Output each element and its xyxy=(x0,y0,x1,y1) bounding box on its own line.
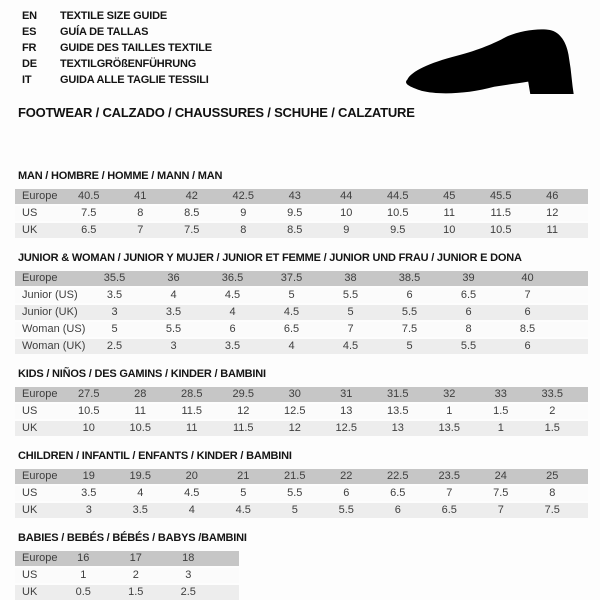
size-value: 9 xyxy=(218,206,270,223)
size-table xyxy=(15,271,588,356)
pad-cell xyxy=(557,339,588,356)
row-label: Europe xyxy=(15,271,85,288)
size-value: 3.5 xyxy=(63,486,115,503)
size-value: 32 xyxy=(424,387,476,404)
tbody xyxy=(15,551,239,600)
size-value: 12.5 xyxy=(321,421,373,438)
size-value: 10.5 xyxy=(475,223,527,240)
row-label: Woman (UK) xyxy=(15,339,85,356)
size-value: 11 xyxy=(527,223,579,240)
size-value: 8 xyxy=(115,206,167,223)
size-value: 18 xyxy=(162,551,215,568)
size-value: 5 xyxy=(262,288,321,305)
size-value: 9 xyxy=(321,223,373,240)
size-value: 43 xyxy=(269,189,321,206)
size-value: 5 xyxy=(321,305,380,322)
row-label: US xyxy=(15,404,63,421)
size-value: 12.5 xyxy=(269,404,321,421)
row-label: Europe xyxy=(15,469,63,486)
size-value: 3 xyxy=(162,568,215,585)
size-value: 3.5 xyxy=(85,288,144,305)
row-label: Junior (US) xyxy=(15,288,85,305)
row-label: UK xyxy=(15,503,63,520)
size-value: 11.5 xyxy=(166,404,218,421)
size-value: 37.5 xyxy=(262,271,321,288)
size-value: 16 xyxy=(57,551,110,568)
size-value: 44 xyxy=(321,189,373,206)
size-value: 22 xyxy=(321,469,373,486)
size-value: 7.5 xyxy=(475,486,527,503)
row-label: Woman (US) xyxy=(15,322,85,339)
size-table-title: MAN / HOMBRE / HOMME / MANN / MAN xyxy=(18,170,223,182)
language-code: EN xyxy=(22,10,37,22)
pad-cell xyxy=(215,585,239,600)
size-value: 5.5 xyxy=(321,288,380,305)
size-value: 10.5 xyxy=(372,206,424,223)
size-value: 4 xyxy=(115,486,167,503)
size-value: 38 xyxy=(321,271,380,288)
size-value: 3 xyxy=(144,339,203,356)
row-label: Europe xyxy=(15,387,63,404)
pad-cell xyxy=(557,322,588,339)
table-row xyxy=(15,288,588,305)
size-value: 6.5 xyxy=(63,223,115,240)
table-row xyxy=(15,387,588,404)
size-table-title: JUNIOR & WOMAN / JUNIOR Y MUJER / JUNIOR ET FEMME / JUNIOR UND FRAU / JUNIOR E DONA xyxy=(18,252,522,264)
pad-cell xyxy=(578,469,588,486)
size-value: 33 xyxy=(475,387,527,404)
size-value: 17 xyxy=(110,551,163,568)
size-value: 40.5 xyxy=(63,189,115,206)
row-label: Junior (UK) xyxy=(15,305,85,322)
row-label: UK xyxy=(15,421,63,438)
pad-cell xyxy=(215,551,239,568)
size-value: 3.5 xyxy=(203,339,262,356)
row-label: US xyxy=(15,568,57,585)
size-value: 4.5 xyxy=(166,486,218,503)
size-value: 8 xyxy=(527,486,579,503)
size-value: 1.5 xyxy=(475,404,527,421)
row-label: UK xyxy=(15,223,63,240)
pad-cell xyxy=(557,288,588,305)
size-value: 22.5 xyxy=(372,469,424,486)
size-value: 12 xyxy=(269,421,321,438)
size-value: 21 xyxy=(218,469,270,486)
size-value: 24 xyxy=(475,469,527,486)
size-value: 13.5 xyxy=(424,421,476,438)
pad-cell xyxy=(578,387,588,404)
row-label: Europe xyxy=(15,189,63,206)
row-label: Europe xyxy=(15,551,57,568)
size-value: 13.5 xyxy=(372,404,424,421)
table-row xyxy=(15,223,588,240)
table-row xyxy=(15,503,588,520)
size-value: 12 xyxy=(527,206,579,223)
size-value: 7 xyxy=(115,223,167,240)
size-value: 9.5 xyxy=(372,223,424,240)
size-table-section xyxy=(15,532,590,600)
table-row xyxy=(15,404,588,421)
size-value: 30 xyxy=(269,387,321,404)
size-value: 36.5 xyxy=(203,271,262,288)
size-value: 19 xyxy=(63,469,115,486)
tbody xyxy=(15,271,588,356)
size-value: 1 xyxy=(57,568,110,585)
size-value: 6 xyxy=(380,288,439,305)
size-value: 4 xyxy=(203,305,262,322)
row-label: US xyxy=(15,206,63,223)
size-value: 28.5 xyxy=(166,387,218,404)
table-row xyxy=(15,206,588,223)
size-value: 45.5 xyxy=(475,189,527,206)
size-value: 5 xyxy=(85,322,144,339)
size-value: 11 xyxy=(424,206,476,223)
language-row xyxy=(22,40,212,56)
size-value: 5 xyxy=(269,503,321,520)
size-value: 27.5 xyxy=(63,387,115,404)
table-row xyxy=(15,339,588,356)
language-code: IT xyxy=(22,74,32,86)
size-value: 40 xyxy=(498,271,557,288)
size-value: 5.5 xyxy=(269,486,321,503)
row-label: UK xyxy=(15,585,57,600)
size-value: 6.5 xyxy=(262,322,321,339)
size-value: 4 xyxy=(144,288,203,305)
size-value: 3.5 xyxy=(144,305,203,322)
size-value: 6 xyxy=(498,339,557,356)
pad-cell xyxy=(578,503,588,520)
size-value: 9.5 xyxy=(269,206,321,223)
size-value: 8 xyxy=(439,322,498,339)
size-value: 7.5 xyxy=(527,503,579,520)
size-value: 0.5 xyxy=(57,585,110,600)
size-value: 3.5 xyxy=(115,503,167,520)
size-value: 11.5 xyxy=(218,421,270,438)
size-value: 41 xyxy=(115,189,167,206)
size-value: 13 xyxy=(321,404,373,421)
size-value: 6.5 xyxy=(424,503,476,520)
pad-cell xyxy=(215,568,239,585)
size-value: 46 xyxy=(527,189,579,206)
size-table-section xyxy=(15,450,590,520)
size-value: 11 xyxy=(115,404,167,421)
size-value: 7 xyxy=(424,486,476,503)
language-row xyxy=(22,56,212,72)
size-value: 5 xyxy=(380,339,439,356)
tbody xyxy=(15,387,588,438)
size-value: 42.5 xyxy=(218,189,270,206)
size-value: 10 xyxy=(321,206,373,223)
size-value: 3 xyxy=(85,305,144,322)
size-value: 1 xyxy=(475,421,527,438)
language-label: GUIDE DES TAILLES TEXTILE xyxy=(60,42,212,54)
size-value: 42 xyxy=(166,189,218,206)
tbody xyxy=(15,189,588,240)
size-value: 28 xyxy=(115,387,167,404)
table-row xyxy=(15,189,588,206)
size-value: 8.5 xyxy=(498,322,557,339)
size-value: 4.5 xyxy=(218,503,270,520)
language-row xyxy=(22,24,212,40)
language-label: TEXTILGRÖßENFÜHRUNG xyxy=(60,58,197,70)
pad-cell xyxy=(578,486,588,503)
size-table-section xyxy=(15,368,590,438)
size-table-title: CHILDREN / INFANTIL / ENFANTS / KINDER / BAMBINI xyxy=(18,450,292,462)
language-code: ES xyxy=(22,26,37,38)
pad-cell xyxy=(578,189,588,206)
size-value: 8.5 xyxy=(269,223,321,240)
size-value: 5.5 xyxy=(321,503,373,520)
size-value: 1 xyxy=(424,404,476,421)
category-title: FOOTWEAR / CALZADO / CHAUSSURES / SCHUHE / CALZATURE xyxy=(18,105,415,120)
table-row xyxy=(15,421,588,438)
size-value: 5.5 xyxy=(144,322,203,339)
shoe-icon xyxy=(398,22,584,102)
table-row xyxy=(15,305,588,322)
size-value: 5.5 xyxy=(380,305,439,322)
size-value: 7 xyxy=(498,288,557,305)
size-value: 11.5 xyxy=(475,206,527,223)
size-value: 39 xyxy=(439,271,498,288)
size-value: 2 xyxy=(110,568,163,585)
size-tables xyxy=(15,170,590,600)
size-value: 8 xyxy=(218,223,270,240)
size-value: 5.5 xyxy=(439,339,498,356)
language-code: DE xyxy=(22,58,37,70)
language-row xyxy=(22,8,212,24)
size-value: 2 xyxy=(527,404,579,421)
table-row xyxy=(15,271,588,288)
row-label: US xyxy=(15,486,63,503)
size-value: 1.5 xyxy=(110,585,163,600)
size-value: 4.5 xyxy=(262,305,321,322)
size-value: 31.5 xyxy=(372,387,424,404)
size-value: 6 xyxy=(439,305,498,322)
tbody xyxy=(15,469,588,520)
language-label: GUÍA DE TALLAS xyxy=(60,26,149,38)
size-value: 21.5 xyxy=(269,469,321,486)
pad-cell xyxy=(557,305,588,322)
size-table xyxy=(15,551,239,600)
table-row xyxy=(15,585,239,600)
size-value: 38.5 xyxy=(380,271,439,288)
size-value: 44.5 xyxy=(372,189,424,206)
size-value: 29.5 xyxy=(218,387,270,404)
size-value: 25 xyxy=(527,469,579,486)
size-table xyxy=(15,387,588,438)
size-value: 7 xyxy=(321,322,380,339)
size-value: 35.5 xyxy=(85,271,144,288)
size-value: 2.5 xyxy=(162,585,215,600)
size-table xyxy=(15,189,588,240)
table-row xyxy=(15,551,239,568)
size-value: 36 xyxy=(144,271,203,288)
size-value: 5 xyxy=(218,486,270,503)
pad-cell xyxy=(578,404,588,421)
table-row xyxy=(15,322,588,339)
size-value: 6 xyxy=(372,503,424,520)
size-value: 2.5 xyxy=(85,339,144,356)
size-table xyxy=(15,469,588,520)
size-value: 7.5 xyxy=(166,223,218,240)
table-row xyxy=(15,568,239,585)
size-value: 3 xyxy=(63,503,115,520)
pad-cell xyxy=(578,421,588,438)
size-table-title: BABIES / BEBÉS / BÉBÉS / BABYS /BAMBINI xyxy=(18,532,247,544)
size-value: 6 xyxy=(321,486,373,503)
size-value: 6 xyxy=(203,322,262,339)
language-label: GUIDA ALLE TAGLIE TESSILI xyxy=(60,74,209,86)
size-value: 10 xyxy=(424,223,476,240)
size-value: 19.5 xyxy=(115,469,167,486)
size-value: 7 xyxy=(475,503,527,520)
size-value: 10.5 xyxy=(63,404,115,421)
size-value: 10 xyxy=(63,421,115,438)
size-value: 4 xyxy=(262,339,321,356)
language-code: FR xyxy=(22,42,37,54)
size-value: 31 xyxy=(321,387,373,404)
size-value: 6.5 xyxy=(439,288,498,305)
size-value: 11 xyxy=(166,421,218,438)
size-value: 20 xyxy=(166,469,218,486)
size-table-title: KIDS / NIÑOS / DES GAMINS / KINDER / BAMBINI xyxy=(18,368,266,380)
size-value: 1.5 xyxy=(527,421,579,438)
size-value: 10.5 xyxy=(115,421,167,438)
size-value: 12 xyxy=(218,404,270,421)
size-value: 8.5 xyxy=(166,206,218,223)
size-value: 33.5 xyxy=(527,387,579,404)
size-table-section xyxy=(15,252,590,356)
size-value: 45 xyxy=(424,189,476,206)
size-value: 6 xyxy=(498,305,557,322)
language-list xyxy=(22,8,212,88)
size-value: 4.5 xyxy=(321,339,380,356)
size-value: 4.5 xyxy=(203,288,262,305)
language-row xyxy=(22,72,212,88)
size-value: 6.5 xyxy=(372,486,424,503)
size-value: 7.5 xyxy=(63,206,115,223)
table-row xyxy=(15,469,588,486)
pad-cell xyxy=(578,206,588,223)
pad-cell xyxy=(578,223,588,240)
language-label: TEXTILE SIZE GUIDE xyxy=(60,10,168,22)
size-value: 23.5 xyxy=(424,469,476,486)
size-value: 7.5 xyxy=(380,322,439,339)
pad-cell xyxy=(557,271,588,288)
size-value: 13 xyxy=(372,421,424,438)
size-table-section xyxy=(15,170,590,240)
table-row xyxy=(15,486,588,503)
size-value: 4 xyxy=(166,503,218,520)
